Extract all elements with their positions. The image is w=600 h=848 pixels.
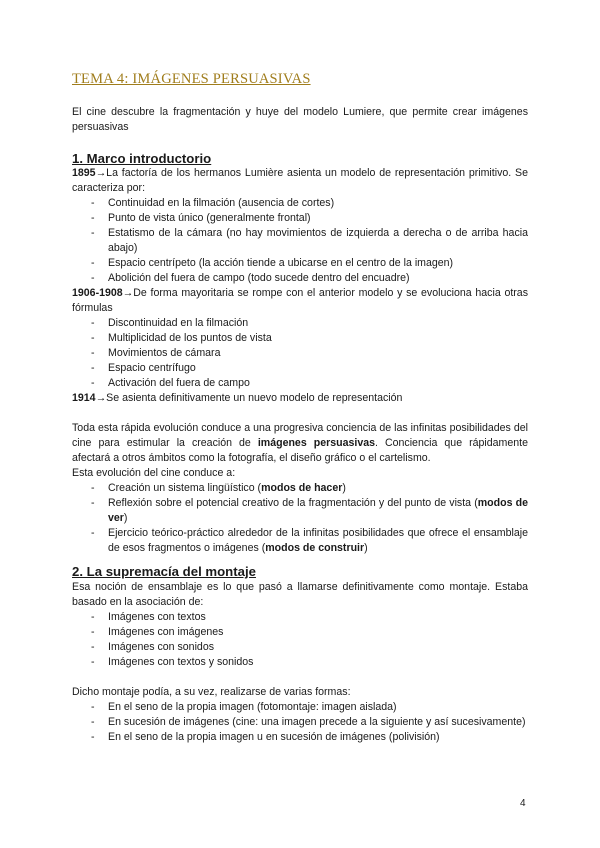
evolution-intro: Esta evolución del cine conduce a: [72, 467, 236, 479]
list-montage-forms [72, 700, 528, 745]
list-item: - Espacio centrífugo [72, 361, 528, 376]
paragraph-1895-text: La factoría de los hermanos Lumière asienta un modelo de representación primitivo. Se caracteriza por: [72, 167, 528, 194]
paragraph-1914-text: Se asienta definitivamente un nuevo modelo de representación [106, 392, 403, 404]
list-item-text: ) [364, 542, 368, 554]
list-item: - En el seno de la propia imagen u en sucesión de imágenes (polivisión) [72, 730, 528, 745]
paragraph-1906 [72, 286, 528, 316]
list-item: - Imágenes con textos [72, 610, 528, 625]
page-title: TEMA 4: IMÁGENES PERSUASIVAS [72, 71, 311, 87]
list-item-bold: modos de hacer [261, 482, 343, 494]
list-item [72, 481, 528, 496]
montage-paragraph: Esa noción de ensamblaje es lo que pasó a llamarse definitivamente como montaje. Estaba basado en la asociación de: [72, 581, 528, 608]
arrow-icon: → [95, 167, 107, 179]
year-1914: 1914 [72, 392, 96, 404]
list-item: - Imágenes con imágenes [72, 625, 528, 640]
list-item: - Abolición del fuera de campo (todo sucede dentro del encuadre) [72, 271, 528, 286]
list-item-text: ) [123, 512, 128, 524]
list-item: - Continuidad en la filmación (ausencia de cortes) [72, 196, 528, 211]
paragraph-1895 [72, 166, 528, 196]
list-item-text: ) [342, 482, 346, 494]
list-item [72, 496, 528, 526]
evolution-bold: imágenes persuasivas [257, 437, 375, 449]
montage-forms-intro: Dicho montaje podía, a su vez, realizarse de varias formas: [72, 686, 351, 698]
list-item-bold: modos de ver [108, 497, 529, 524]
list-associations [72, 610, 528, 670]
intro-paragraph [72, 105, 528, 135]
evolution-paragraph [72, 421, 528, 466]
page-number: 4 [520, 798, 526, 809]
list-item: - Discontinuidad en la filmación [72, 316, 528, 331]
section-1 [72, 150, 528, 167]
section-1-body [72, 166, 528, 556]
paragraph-1906-text: De forma mayoritaria se rompe con el anterior modelo y se evoluciona hacia otras fórmulas [72, 287, 528, 314]
section-1-heading: 1. Marco introductorio [72, 151, 212, 166]
list-item-text: Reflexión sobre el potencial creativo de la fragmentación y del punto de vista ( [108, 497, 478, 509]
year-1906-1908: 1906-1908 [72, 287, 123, 299]
list-lumiere-model [72, 196, 528, 286]
list-item-text: Ejercicio teórico-práctico alrededor de la infinitas posibilidades que ofrece el ensamblaje de esos fragmentos o imágenes ( [108, 527, 528, 554]
list-item-text: Creación un sistema lingüístico ( [108, 482, 262, 494]
list-item: - Espacio centrípeto (la acción tiende a ubicarse en el centro de la imagen) [72, 256, 528, 271]
list-evolution [72, 481, 528, 556]
intro-text: El cine descubre la fragmentación y huye del modelo Lumiere, que permite crear imágenes persuasivas [72, 106, 528, 133]
list-item: - Imágenes con sonidos [72, 640, 528, 655]
evolution-text: Toda esta rápida evolución conduce a una progresiva conciencia de las infinitas posibilidades del cine para estimular la creación de [72, 422, 528, 449]
section-2 [72, 563, 528, 580]
year-1895: 1895 [72, 167, 96, 179]
list-item [72, 526, 528, 556]
paragraph-1914 [72, 391, 528, 406]
list-item: - En sucesión de imágenes (cine: una imagen precede a la siguiente y así sucesivamente) [72, 715, 528, 730]
section-2-heading: 2. La supremacía del montaje [72, 564, 256, 579]
list-item: - Movimientos de cámara [72, 346, 528, 361]
section-2-body [72, 580, 528, 745]
arrow-icon: → [122, 287, 134, 299]
list-new-formulas [72, 316, 528, 391]
list-item: - Multiplicidad de los puntos de vista [72, 331, 528, 346]
list-item: - Estatismo de la cámara (no hay movimientos de izquierda a derecha o de arriba hacia abajo) [72, 226, 528, 256]
evolution-text-end: . Conciencia que rápidamente afectará a otros ámbitos como la fotografía, el diseño gráfico o el cartelismo. [72, 437, 528, 464]
list-item: - En el seno de la propia imagen (fotomontaje: imagen aislada) [72, 700, 528, 715]
list-item: - Punto de vista único (generalmente frontal) [72, 211, 528, 226]
list-item: - Activación del fuera de campo [72, 376, 528, 391]
list-item-bold: modos de construir [265, 542, 365, 554]
arrow-icon: → [95, 392, 107, 404]
list-item: - Imágenes con textos y sonidos [72, 655, 528, 670]
